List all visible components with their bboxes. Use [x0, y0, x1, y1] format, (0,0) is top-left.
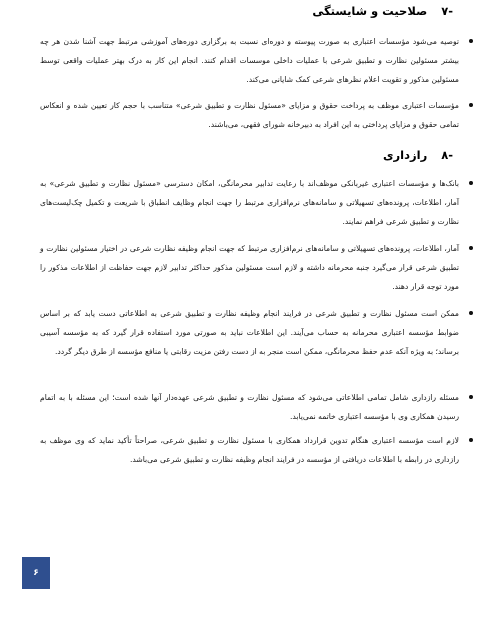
bullet-text: آمار، اطلاعات، پرونده‌های تسهیلاتی و سامانه‌های نرم‌افزاری مرتبط که جهت انجام وظیفه نظارت شرعی در اختیار مسئولین نظارت و تطبیق شرعی قرار می‌گیرد جنبه محرمانه داشته و لازم است مسئولین مذکور حداکثر تدابیر لازم جهت حفاظت از اطلاعات مذکور را مورد توجه قرار دهند.: [40, 244, 459, 291]
bullet-text: مؤسسات اعتباری موظف به پرداخت حقوق و مزایای «مسئول نظارت و تطبیق شرعی» متناسب با حجم کار تعیین شده و انعکاس تمامی حقوق و مزایای پرداختی به این افراد به دبیرخانه شورای فقهی، می‌باشند.: [40, 101, 459, 129]
section-8-bullet-4: [40, 388, 459, 426]
bullet-icon: [469, 181, 473, 185]
bullet-text: لازم است مؤسسه اعتباری هنگام تدوین قرارداد همکاری با مسئول نظارت و تطبیق شرعی، صراحتاً تأکید نماید که وی موظف به رازداری در رابطه با اطلاعات دریافتی از مؤسسه در فرایند انجام وظیفه نظارت و تطبیق شرعی می‌باشد.: [40, 436, 459, 464]
section-7-title: صلاحیت و شایستگی: [312, 4, 428, 18]
bullet-icon: [469, 311, 473, 315]
bullet-icon: [469, 438, 473, 442]
bullet-text: توصیه می‌شود مؤسسات اعتباری به صورت پیوسته و دوره‌ای نسبت به برگزاری دوره‌های آموزشی مرتبط جهت آشنا شدن هر چه بیشتر مسئولین نظارت و تطبیق شرعی با عملیات داخلی موسسات اقدام کنند. انجام این کار به درک بهتر عملیات واقعی توسط مسئولین مذکور و تقویت اعلام نظرهای شرعی کمک شایانی می‌کند.: [40, 37, 459, 84]
bullet-text: بانک‌ها و مؤسسات اعتباری غیربانکی موظف‌اند با رعایت تدابیر محرمانگی، امکان دسترسی «مسئول نظارت و تطبیق شرعی» به آمار، اطلاعات، پرونده‌های تسهیلاتی و سامانه‌های نرم‌افزاری مرتبط را جهت انجام وظایف انطباق با شریعت و تکمیل چک‌لیست‌های نظارت و تطبیق شرعی فراهم نمایند.: [40, 179, 459, 226]
section-7-bullet-2: [40, 96, 459, 134]
bullet-icon: [469, 395, 473, 399]
bullet-icon: [469, 103, 473, 107]
page-number: ۶: [33, 568, 39, 578]
section-7-heading: [312, 4, 453, 18]
section-7-bullet-1: [40, 32, 459, 89]
section-8-bullet-1: [40, 174, 459, 231]
section-8-number: -۸: [441, 148, 453, 162]
section-8-bullet-5: [40, 431, 459, 469]
bullet-icon: [469, 246, 473, 250]
bullet-icon: [469, 39, 473, 43]
bullet-text: ممکن است مسئول نظارت و تطبیق شرعی در فرایند انجام وظیفه نظارت و تطبیق شرعی به اطلاعاتی دست یابد که بر اساس ضوابط مؤسسه اعتباری محرمانه به حساب می‌آیند. این اطلاعات نباید به صورتی مورد استفاده قرار گیرد که به مؤسسه آسیبی برساند؛ به ویژه آنکه عدم حفظ محرمانگی، ممکن است منجر به از دست رفتن مزیت رقابتی یا منافع مؤسسه از طرق دیگر گردد.: [40, 309, 459, 356]
section-8-heading: [383, 148, 453, 162]
section-8-bullet-3: [40, 304, 459, 361]
section-7-number: -۷: [441, 4, 453, 18]
section-8-bullet-2: [40, 239, 459, 296]
bullet-text: مسئله رازداری شامل تمامی اطلاعاتی می‌شود که مسئول نظارت و تطبیق شرعی عهده‌دار آنها شده است؛ این مسئله با به اتمام رسیدن همکاری وی با مؤسسه اعتباری خاتمه نمی‌یابد.: [40, 393, 459, 421]
section-8-title: رازداری: [383, 148, 428, 162]
page-number-badge: [22, 557, 50, 589]
